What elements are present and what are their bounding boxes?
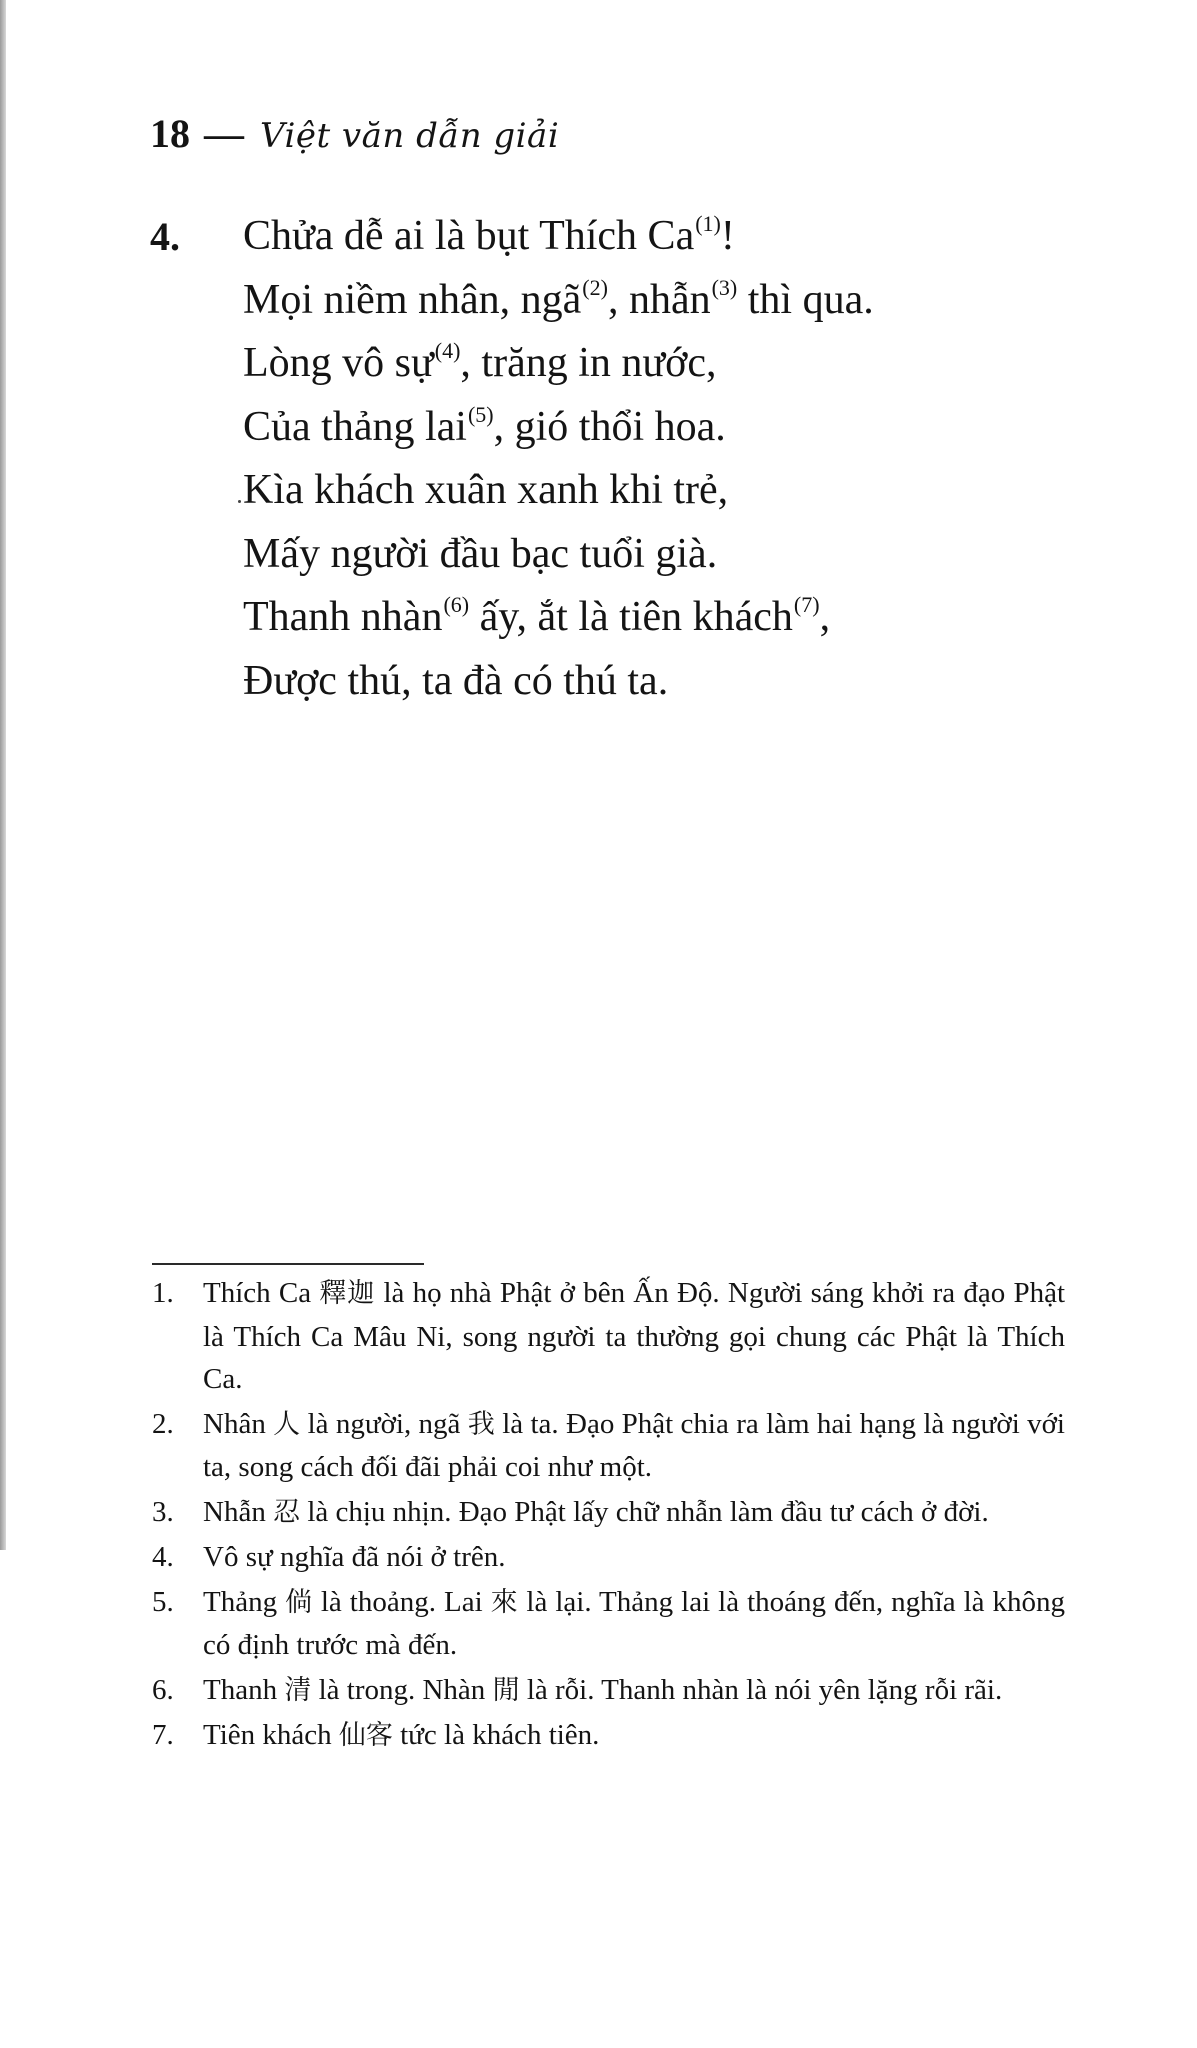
footnote-text: là người, ngã — [300, 1407, 468, 1440]
poem-lines — [243, 205, 874, 713]
footnote-item — [150, 1714, 1065, 1758]
poem-line — [243, 332, 874, 396]
poem-line — [243, 650, 874, 714]
han-characters: 釋迦 — [319, 1278, 376, 1309]
footnote-text: là họ nhà Phật ở bên Ấn Độ. Người sáng khởi ra đạo Phật là Thích Ca Mâu Ni, song người ta thường gọi chung các Phật là Thích Ca. — [203, 1277, 1066, 1395]
line-text: ấy, ắt là tiên khách — [469, 594, 793, 640]
han-characters: 人 — [273, 1408, 301, 1440]
line-text: Mấy người đầu bạc tuổi già. — [243, 530, 718, 577]
line-text: , gió thổi hoa. — [493, 403, 726, 450]
poem-number: 4. — [150, 214, 180, 259]
header-separator: — — [204, 111, 244, 156]
poem-line — [243, 459, 874, 523]
line-text: Được thú, ta đà có thú ta. — [243, 657, 669, 704]
footnote-divider — [152, 1263, 424, 1265]
footnote-item — [150, 1581, 1065, 1667]
running-head — [150, 104, 559, 166]
footnote-text: là rỗi. Thanh nhàn là nói yên lặng rỗi rãi. — [519, 1673, 1003, 1706]
line-text: ! — [720, 213, 735, 259]
footnote-ref[interactable]: (3) — [711, 274, 738, 300]
footnotes — [150, 1272, 1065, 1760]
footnote-ref[interactable]: (4) — [434, 338, 461, 363]
footnote-item — [150, 1403, 1065, 1489]
page-number: 18 — [150, 111, 190, 156]
footnote-number: 3. — [152, 1495, 174, 1528]
han-characters: 忍 — [273, 1496, 301, 1528]
han-characters: 倘 — [285, 1586, 313, 1618]
book-title: Việt văn dẫn giải — [260, 116, 560, 156]
line-text: Mọi niềm nhân, ngã — [243, 276, 582, 323]
poem-line — [243, 586, 874, 650]
footnote-ref[interactable]: (6) — [443, 592, 470, 617]
line-text: , — [819, 594, 831, 640]
footnote-text: Nhẫn — [203, 1495, 274, 1528]
footnote-number: 6. — [152, 1673, 174, 1706]
footnote-item — [150, 1272, 1065, 1401]
footnote-text: Nhân — [203, 1407, 274, 1440]
han-characters: 來 — [490, 1586, 519, 1618]
line-text: Của thảng lai — [243, 403, 467, 450]
footnote-item — [150, 1536, 1065, 1579]
footnote-text: là chịu nhịn. Đạo Phật lấy chữ nhẫn làm đầu tư cách ở đời. — [300, 1495, 989, 1528]
footnote-number: 7. — [152, 1719, 174, 1751]
footnote-text: Thanh — [203, 1673, 285, 1706]
line-text: , trăng in nước, — [460, 340, 717, 386]
footnote-number: 1. — [152, 1277, 174, 1309]
poem-line — [243, 269, 874, 333]
footnote-ref[interactable]: (5) — [467, 401, 494, 427]
line-text: Lòng vô sự — [243, 340, 434, 386]
footnote-item — [150, 1491, 1065, 1535]
han-characters: 清 — [284, 1674, 312, 1706]
footnote-ref[interactable]: (2) — [582, 274, 608, 300]
footnote-number: 2. — [152, 1407, 174, 1440]
scan-speck — [238, 500, 241, 503]
han-characters: 仙客 — [338, 1720, 393, 1751]
han-characters: 我 — [467, 1408, 495, 1440]
poem-line — [243, 396, 874, 460]
footnote-text: là ta. Đạo Phật chia ra làm hai hạng là người với ta, song cách đối đãi phải coi như một. — [203, 1407, 1065, 1483]
footnote-item — [150, 1669, 1065, 1713]
line-text: , nhẫn — [607, 276, 711, 323]
poem-line — [243, 523, 874, 587]
footnote-number: 4. — [152, 1541, 174, 1573]
poem-line — [243, 205, 874, 269]
footnote-text: là lại. Thảng lai là thoáng đến, nghĩa là không có định trước mà đến. — [203, 1585, 1066, 1661]
footnote-text: là thoảng. Lai — [312, 1585, 491, 1618]
footnote-text: Thảng — [203, 1585, 286, 1618]
line-text: Kìa khách xuân xanh khi trẻ, — [243, 467, 729, 513]
footnote-text: Tiên khách — [203, 1719, 339, 1751]
han-characters: 閒 — [492, 1674, 520, 1706]
footnote-ref[interactable]: (7) — [793, 592, 820, 617]
line-text: thì qua. — [737, 276, 874, 323]
line-text: Thanh nhàn — [243, 594, 443, 640]
footnote-text: là trong. Nhàn — [311, 1673, 493, 1706]
footnote-ref[interactable]: (1) — [695, 211, 721, 236]
footnote-text: Thích Ca — [203, 1277, 320, 1309]
line-text: Chửa dễ ai là bụt Thích Ca — [243, 213, 695, 259]
scan-left-edge-shadow — [0, 0, 6, 1550]
footnote-text: tức là khách tiên. — [392, 1719, 600, 1751]
footnote-text: Vô sự nghĩa đã nói ở trên. — [203, 1541, 506, 1573]
footnote-number: 5. — [152, 1585, 174, 1618]
